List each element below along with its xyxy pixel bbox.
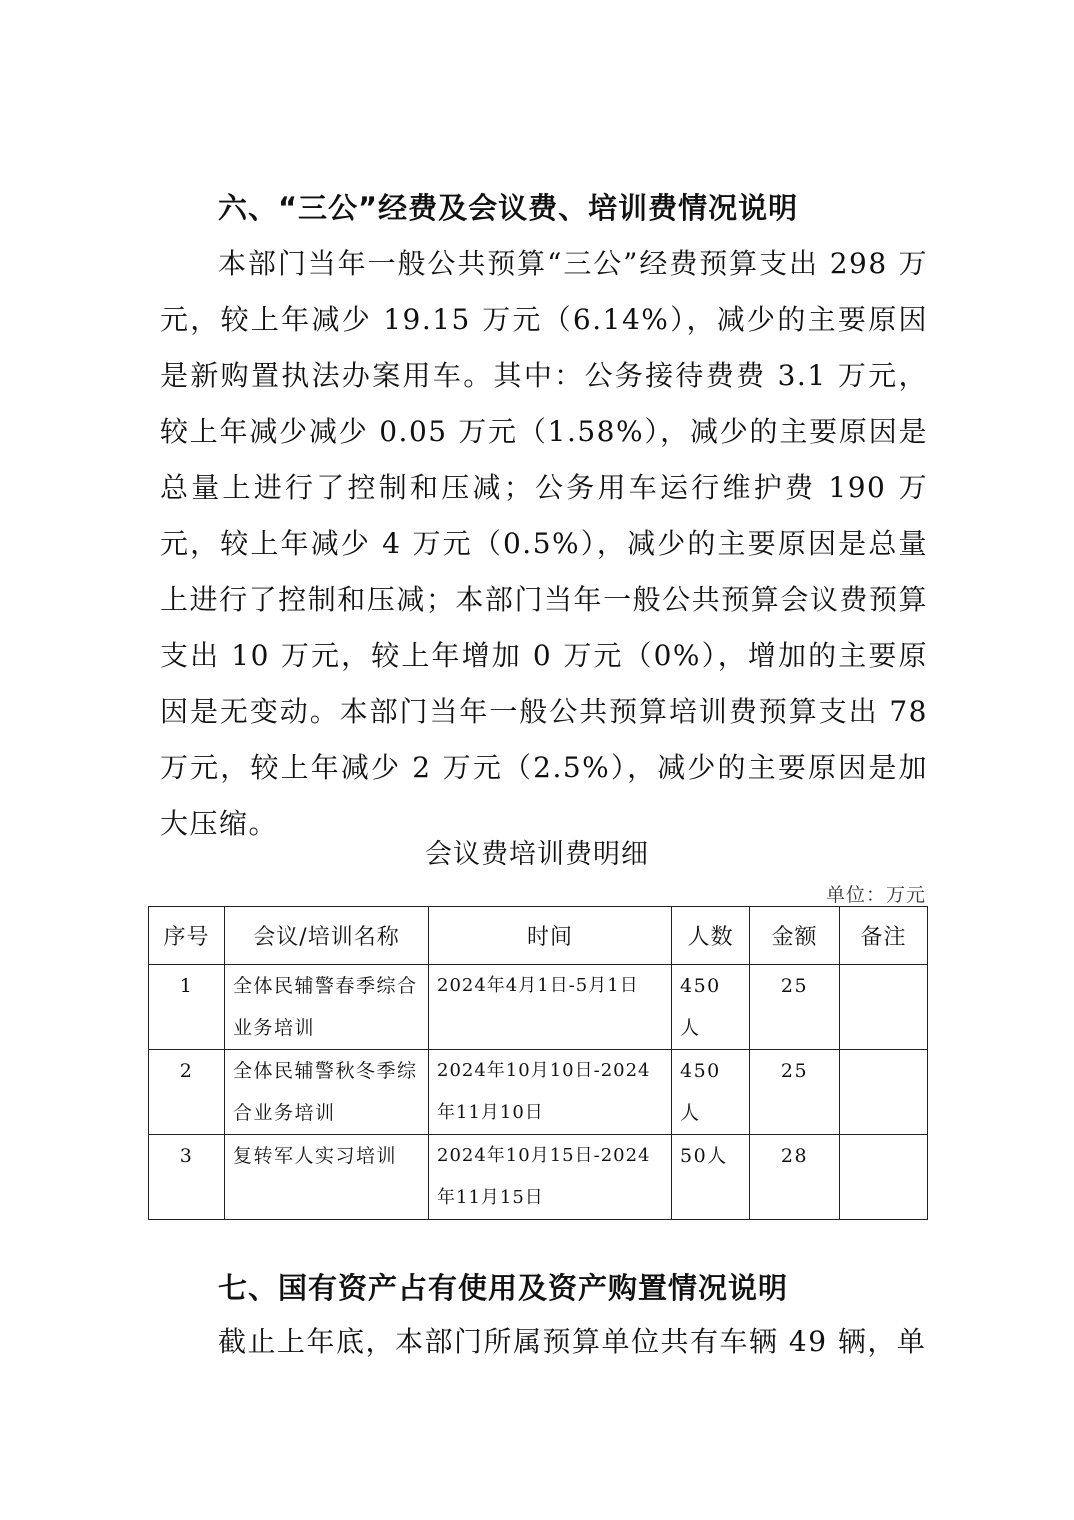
cell-remark: [840, 1050, 928, 1135]
cell-name: 全体民辅警春季综合业务培训: [225, 965, 429, 1050]
header-amount: 金额: [750, 907, 840, 965]
section-7-heading: 七、国有资产占有使用及资产购置情况说明: [218, 1271, 789, 1305]
cell-amount: 28: [750, 1135, 840, 1220]
cell-name: 全体民辅警秋冬季综合业务培训: [225, 1050, 429, 1135]
header-index: 序号: [149, 907, 225, 965]
header-people: 人数: [672, 907, 750, 965]
section-7-paragraph: 截止上年底，本部门所属预算单位共有车辆 49 辆，单: [218, 1325, 927, 1358]
cell-name: 复转军人实习培训: [225, 1135, 429, 1220]
section-6-paragraph: 本部门当年一般公共预算“三公”经费预算支出 298 万元，较上年减少 19.15 万元（6.14%），减少的主要原因是新购置执法办案用车。其中：公务接待费费 3.1 万元，较上年减少减少 0.05 万元（1.58%），减少的主要原因是总量上进行了控制和压减；公务用车运行维护费 190 万元，较上年减少 4 万元（0.5%），减少的主要原因是总量上进行了控制和压减；本部门当年一般公共预算会议费预算支出 10 万元，较上年增加 0 万元（0%），增加的主要原因是无变动。本部门当年一般公共预算培训费预算支出 78 万元，较上年减少 2 万元（2.5%），减少的主要原因是加大压缩。: [160, 247, 928, 840]
cell-people: 50人: [672, 1135, 750, 1220]
table-header-row: [149, 907, 928, 965]
header-name: 会议/培训名称: [225, 907, 429, 965]
cell-people: 450人: [672, 1050, 750, 1135]
header-time: 时间: [429, 907, 672, 965]
table-title: 会议费培训费明细: [425, 839, 649, 870]
cell-remark: [840, 1135, 928, 1220]
cell-people: 450人: [672, 965, 750, 1050]
table-row: [149, 1135, 928, 1220]
cell-time: 2024年10月10日-2024年11月10日: [429, 1050, 672, 1135]
cell-index: 1: [149, 965, 225, 1050]
table-row: [149, 965, 928, 1050]
cell-index: 2: [149, 1050, 225, 1135]
header-remark: 备注: [840, 907, 928, 965]
cell-time: 2024年4月1日-5月1日: [429, 965, 672, 1050]
table-row: [149, 1050, 928, 1135]
cell-time: 2024年10月15日-2024年11月15日: [429, 1135, 672, 1220]
cell-remark: [840, 965, 928, 1050]
meeting-training-table: [148, 906, 928, 1220]
section-6-heading: 六、“三公”经费及会议费、培训费情况说明: [218, 191, 799, 225]
cell-amount: 25: [750, 1050, 840, 1135]
table-unit: 单位：万元: [825, 884, 926, 906]
cell-index: 3: [149, 1135, 225, 1220]
cell-amount: 25: [750, 965, 840, 1050]
